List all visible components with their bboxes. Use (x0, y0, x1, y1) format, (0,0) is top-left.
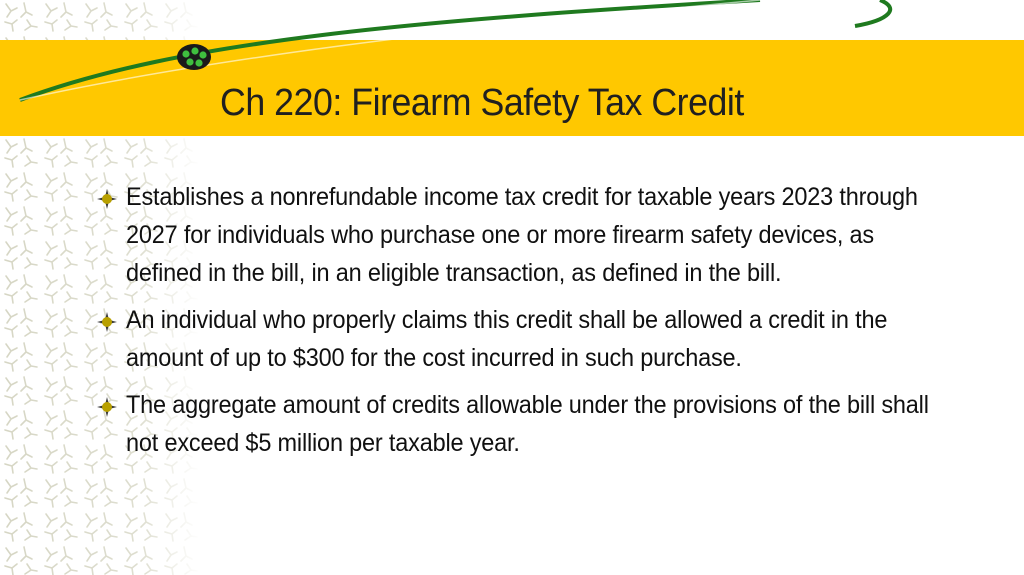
bullet-text: Establishes a nonrefundable income tax credit for taxable years 2023 through 2027 for individuals who purchase one or more firearm safety devices, as defined in the bill, in an eligible transaction, as defined in the bill. (126, 183, 918, 287)
bullet-text: An individual who properly claims this credit shall be allowed a credit in the amount of up to $300 for the cost incurred in such purchase. (126, 306, 888, 372)
green-dots-icon (177, 44, 211, 70)
bullet-list (96, 178, 996, 471)
bullet-text: The aggregate amount of credits allowable under the provisions of the bill shall not exceed $5 million per taxable year. (126, 391, 929, 457)
list-item (96, 301, 996, 377)
list-item (96, 178, 996, 292)
slide-title: Ch 220: Firearm Safety Tax Credit (220, 82, 744, 124)
bullet-star-icon (96, 396, 118, 418)
list-item (96, 386, 996, 462)
bullet-star-icon (96, 311, 118, 333)
bullet-star-icon (96, 188, 118, 210)
